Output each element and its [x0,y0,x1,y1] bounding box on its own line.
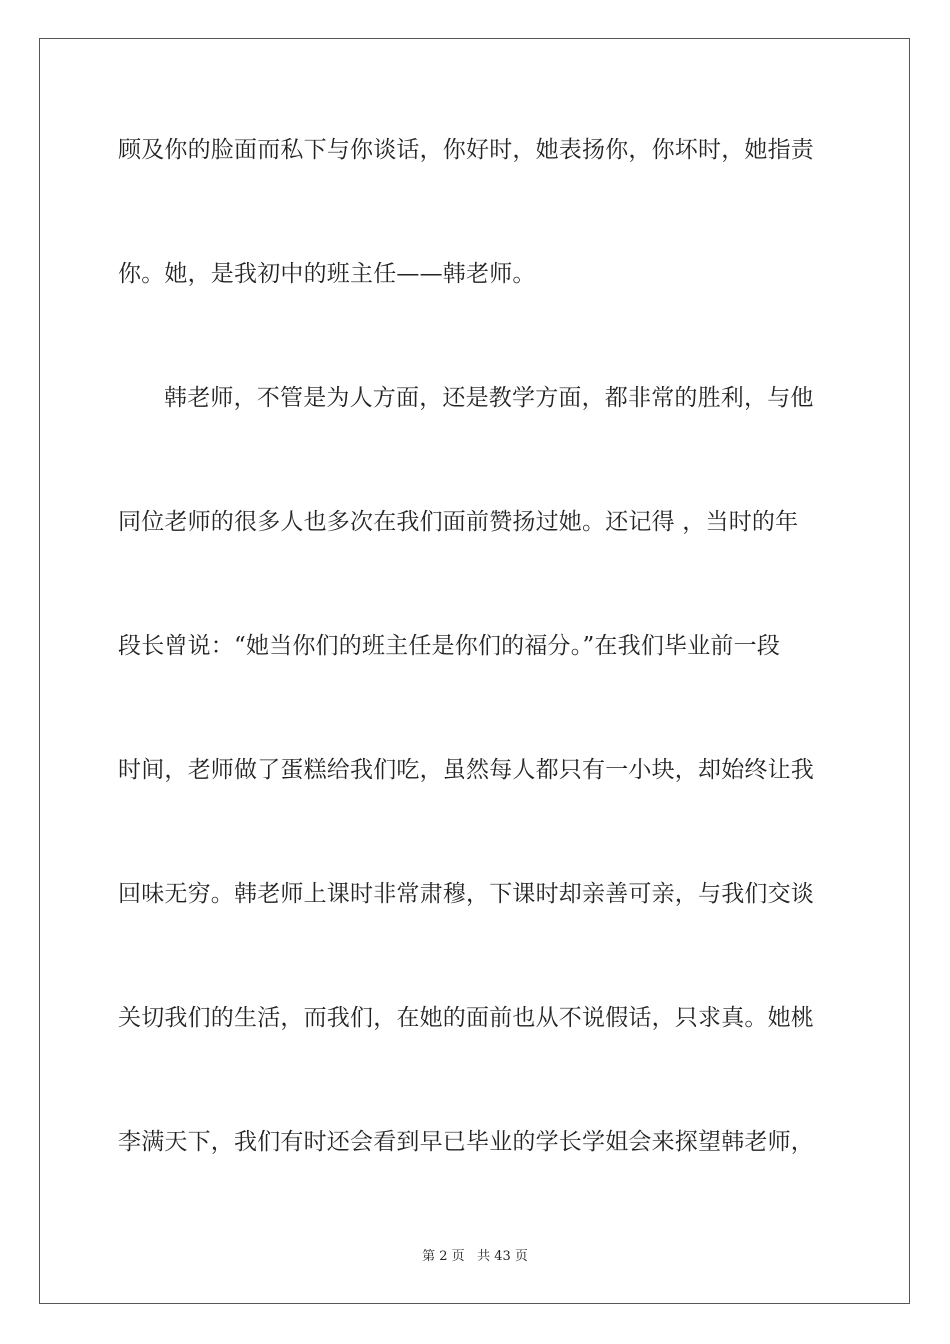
paragraph-line-1: 顾及你的脸面而私下与你谈话，你好时，她表扬你，你坏时，她指责 [118,137,814,163]
paragraph-line-8: 关切我们的生活，而我们，在她的面前也从不说假话，只求真。她桃 [118,1005,814,1031]
page-border [39,38,910,1304]
paragraph-line-2: 你。她，是我初中的班主任——韩老师。 [118,261,536,287]
page-number: 第 2 页 [422,1249,465,1264]
paragraph-line-7: 回味无穷。韩老师上课时非常肃穆，下课时却亲善可亲，与我们交谈 [118,881,814,907]
paragraph-line-4: 同位老师的很多人也多次在我们面前赞扬过她。还记得 ，当时的年 [118,509,799,535]
paragraph-line-3: 韩老师，不管是为人方面，还是教学方面，都非常的胜利，与他 [164,385,814,411]
page-footer [0,1248,950,1266]
total-pages: 共 43 页 [477,1249,528,1264]
paragraph-line-9: 李满天下，我们有时还会看到早已毕业的学长学姐会来探望韩老师， [118,1129,814,1155]
paragraph-line-5: 段长曾说：“她当你们的班主任是你们的福分。”在我们毕业前一段 [118,633,781,659]
paragraph-line-6: 时间，老师做了蛋糕给我们吃，虽然每人都只有一小块，却始终让我 [118,757,814,783]
